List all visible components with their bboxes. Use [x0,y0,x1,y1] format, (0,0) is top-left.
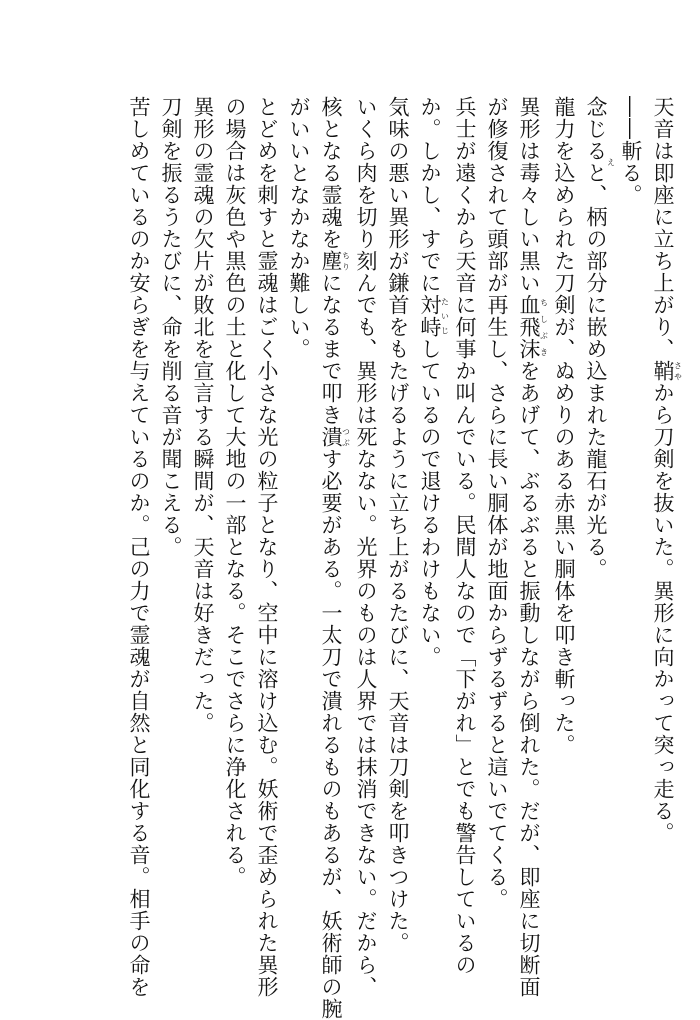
text-run: す必要がある。一太刀で潰れるものもあるが、妖術師の腕 [319,448,343,1020]
text-line: の場合は灰色や黒色の土と化して大地の一部となる。そこでさらに浄化される。 [223,96,247,888]
text-line [414,96,449,996]
text-line [315,96,351,1020]
text-run: しているので退けるわけもない。 [418,338,442,668]
ruby-base: 血飛沫 [517,294,541,360]
ruby-reading: え [606,96,616,228]
text-line: ――斬る。 [619,96,643,206]
ruby-reading: ちしぶき [539,294,549,360]
ruby-annotation [319,426,351,448]
ruby-annotation [517,294,549,360]
ruby-annotation [319,250,351,272]
text-line [513,96,548,996]
ruby-reading: ちり [341,250,351,272]
text-line: 龍力を込められた刀剣が、ぬめりのある赤黒い胴体を叩き斬った。 [552,96,576,756]
text-run: か。しかし、すでに [418,96,442,294]
ruby-reading: つぶ [341,426,351,448]
ruby-reading: さや [673,360,683,382]
text-line: 兵士が遠くから天音に何事か叫んでいる。民間人なので「下がれ」とでも警告しているの [453,96,477,976]
ruby-base: 念じると、柄 [584,96,608,228]
text-line: 異形の霊魂の欠片が敗北を宣言する瞬間が、天音は好きだった。 [191,96,215,734]
text-line: 苦しめているのか安らぎを与えているのか。己の力で霊魂が自然と同化する音。相手の命を [127,96,151,998]
text-line: 気味の悪い異形が鎌首をもたげるように立ち上がるたびに、天音は刀剣を叩きつけた。 [386,96,410,954]
text-run: の部分に嵌め込まれた龍石が光る。 [584,228,608,580]
text-run: をあげて、ぶるぶると振動しながら倒れた。だが、即座に切断面 [517,360,541,998]
ruby-base: 鞘 [651,360,675,382]
text-line: が修復されて頭部が再生し、さらに長い胴体が地面からずるずると這いでてくる。 [485,96,509,910]
text-run: になるまで叩き [319,272,343,426]
text-line: とどめを刺すと霊魂はごく小さな光の粒子となり、空中に溶け込む。妖術で歪められた異形 [255,96,279,998]
text-run: 天音は即座に立ち上がり、 [651,96,675,360]
text-line: 刀剣を振るうたびに、命を削る音が聞こえる。 [159,96,183,558]
vertical-text-body [123,96,683,1020]
ruby-annotation [651,360,683,382]
text-run: から刀剣を抜いた。異形に向かって突っ走る。 [651,382,675,844]
text-line [647,96,682,996]
text-line: がいいとなかなか難しい。 [287,96,311,360]
ruby-reading: たいじ [440,294,450,338]
ruby-base: 対峙 [418,294,442,338]
ruby-annotation [584,96,616,228]
ruby-base: 潰 [319,426,343,448]
ruby-base: 塵 [319,250,343,272]
text-run: 異形は毒々しい黒い [517,96,541,294]
text-line [580,96,615,996]
text-line: いくら肉を切り刻んでも、異形は死なない。光界のものは人界では抹消できない。だから、 [354,96,378,998]
ruby-annotation [418,294,450,338]
text-run: 核となる霊魂を [319,96,343,250]
